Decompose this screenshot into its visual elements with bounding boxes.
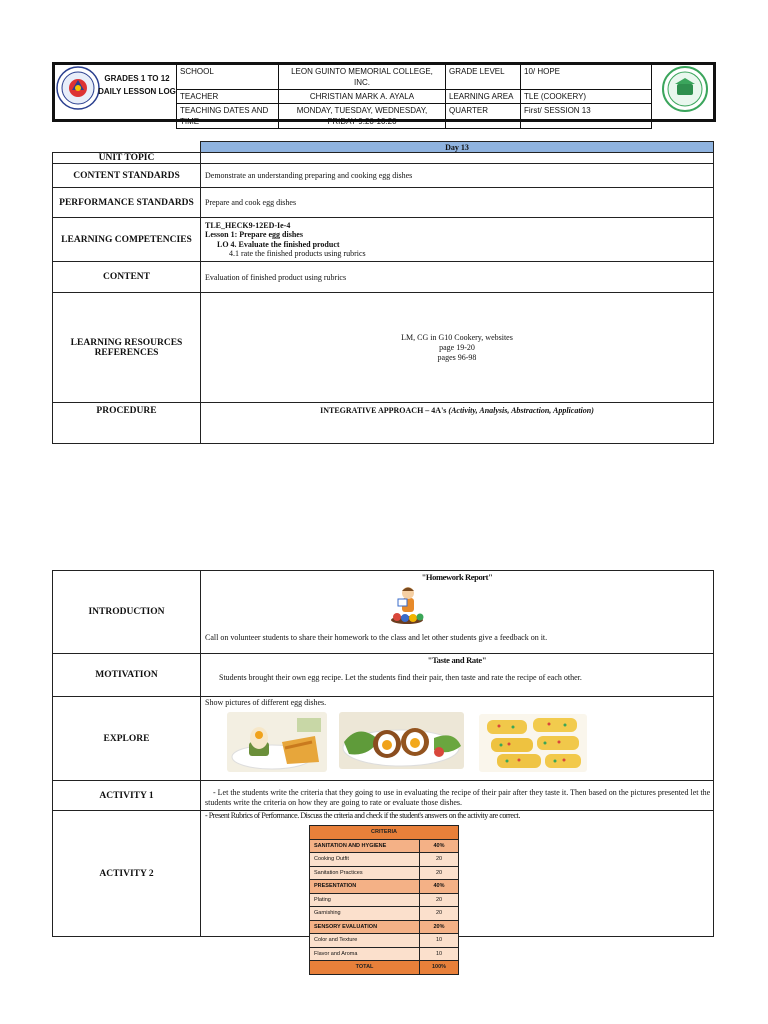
unit-topic-value [201,153,714,164]
blank-cell [53,142,201,153]
rubric-value: 20 [420,853,459,867]
header-row [177,104,652,129]
activity2-row [53,811,714,937]
procedure-sub: (Activity, Analysis, Abstraction, Application) [448,406,594,415]
learning-competencies-row [53,218,714,262]
header-row [177,90,652,104]
resource-line: LM, CG in G10 Cookery, websites [401,332,513,342]
motivation-label: MOTIVATION [53,654,201,697]
unit-topic-label: UNIT TOPIC [53,153,201,164]
learning-area-label: LEARNING AREA [446,90,521,104]
egg-roll-omelette-photo [479,714,587,772]
rubric-section: PRESENTATION [310,880,420,894]
rubric-item: Cooking Outfit [310,853,420,867]
day-heading-row [53,142,714,153]
resource-line: pages 96-98 [437,352,477,362]
rubric-row [310,866,459,880]
competency-item: 4.1 rate the finished products using rubrics [229,249,366,258]
rubric-total-value: 100% [420,961,459,975]
grade-level-value: 10/ HOPE [521,65,652,90]
performance-standards-row [53,188,714,218]
student-reading-clipart [389,584,425,624]
learning-area-value: TLE (COOKERY) [521,90,652,104]
introduction-row [53,571,714,654]
procedure-label: PROCEDURE [53,403,201,444]
rubric-total-row [310,961,459,975]
teaching-dates-label: TEACHING DATES AND TIME [177,104,279,129]
rubric-section: SANITATION AND HYGIENE [310,839,420,853]
learning-competencies-label: LEARNING COMPETENCIES [53,218,201,262]
introduction-cell [201,571,714,654]
activity2-cell [201,811,714,970]
motivation-title: "Taste and Rate" [427,655,487,665]
teacher-label: TEACHER [177,90,279,104]
teacher-value: CHRISTIAN MARK A. AYALA [279,90,446,104]
rubric-row [310,839,459,853]
motivation-text: Students brought their own egg recipe. Let the students find their pair, then taste and rate the recipe of each other. [219,673,582,682]
introduction-title: "Homework Report" [421,572,493,582]
content-standards-label: CONTENT STANDARDS [53,164,201,188]
procedure-value [201,403,714,444]
explore-cell [201,697,714,781]
school-value: LEON GUINTO MEMORIAL COLLEGE, INC. [279,65,446,90]
introduction-text: Call on volunteer students to share their homework to the class and let other students give a feedback on it. [205,633,548,642]
procedure-row [53,403,714,444]
lesson-log-title: GRADES 1 TO 12 DAILY LESSON LOG [98,74,176,96]
school-label: SCHOOL [177,65,279,90]
explore-label: EXPLORE [53,697,201,781]
resources-label: LEARNING RESOURCES REFERENCES [53,293,201,403]
rubric-item: Color and Texture [310,934,420,948]
activity1-row [53,781,714,811]
rubric-item: Sanitation Practices [310,866,420,880]
deped-seal-icon [56,66,100,110]
rubric-value: 20 [420,893,459,907]
scotch-egg-photo [339,712,464,769]
rubric-row [310,934,459,948]
content-label: CONTENT [53,262,201,293]
activity2-label: ACTIVITY 2 [53,811,201,937]
rubric-row [310,920,459,934]
header-info-grid [176,64,652,129]
content-row [53,262,714,293]
quarter-label: QUARTER [446,104,521,129]
rubric-row [310,947,459,961]
content-standards-row [53,164,714,188]
rubric-row [310,880,459,894]
activity2-text: - Present Rubrics of Performance. Discuss the criteria and check if the student's answers on the activity are correct. [205,811,520,820]
rubric-header: CRITERIA [310,826,459,840]
motivation-row [53,654,714,697]
rubric-row [310,893,459,907]
performance-standards-value: Prepare and cook egg dishes [201,188,714,218]
day-plan-table [52,141,714,444]
header-row [177,65,652,90]
rubric-value: 40% [420,839,459,853]
learning-competencies-value [201,218,714,262]
rubric-total-label: TOTAL [310,961,420,975]
rubric-table [309,825,459,975]
rubric-item: Flavor and Aroma [310,947,420,961]
procedure-main: INTEGRATIVE APPROACH – 4A's [320,406,447,415]
competency-lesson: Lesson 1: Prepare egg dishes [205,230,303,239]
rubric-value: 10 [420,934,459,948]
resources-row [53,293,714,403]
competency-lo: LO 4. Evaluate the finished product [217,239,340,249]
content-value: Evaluation of finished product using rubrics [201,262,714,293]
content-standards-value: Demonstrate an understanding preparing and cooking egg dishes [201,164,714,188]
rubric-item: Plating [310,893,420,907]
rubric-section: SENSORY EVALUATION [310,920,420,934]
teaching-dates-value: MONDAY, TUESDAY, WEDNESDAY, FRIDAY 9:20-10:20 [279,104,446,129]
rubric-value: 20 [420,907,459,921]
competency-code: TLE_HECK9-12ED-Ie-4 [205,220,291,230]
rubric-row [310,907,459,921]
activity1-text: - Let the students write the criteria that they going to use in evaluating the recipe of their pair after they taste it. Then based on the pictures presented let the students write the criteria on how they are going to rate or evaluate those dishes. [201,781,714,811]
procedure-table [52,570,714,970]
rubric-header-row [310,826,459,840]
introduction-label: INTRODUCTION [53,571,201,654]
motivation-cell [201,654,714,697]
rubric-value: 40% [420,880,459,894]
school-seal-icon [662,66,708,112]
unit-topic-row [53,153,714,164]
resources-value [201,293,714,403]
activity1-label: ACTIVITY 1 [53,781,201,811]
rubric-value: 10 [420,947,459,961]
egg-breakfast-photo [227,712,327,772]
day-heading: Day 13 [201,142,714,153]
rubric-item: Garnishing [310,907,420,921]
explore-text: Show pictures of different egg dishes. [205,698,327,707]
explore-row [53,697,714,781]
quarter-value: First/ SESSION 13 [521,104,652,129]
performance-standards-label: PERFORMANCE STANDARDS [53,188,201,218]
grade-level-label: GRADE LEVEL [446,65,521,90]
rubric-value: 20 [420,866,459,880]
rubric-row [310,853,459,867]
resource-line: page 19-20 [439,342,475,352]
rubric-value: 20% [420,920,459,934]
